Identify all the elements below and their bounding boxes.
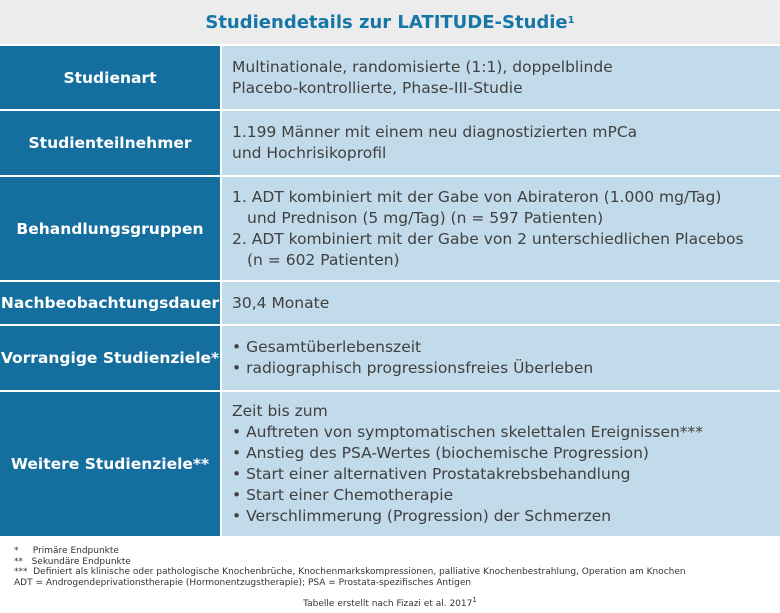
study-details-table bbox=[0, 46, 780, 538]
row-label: Nachbeobachtungsdauer bbox=[0, 282, 220, 324]
row-label: Weitere Studienziele** bbox=[0, 392, 220, 536]
footnote: ** Sekundäre Endpunkte bbox=[14, 556, 131, 567]
footnote: * Primäre Endpunkte bbox=[14, 546, 119, 556]
value-line: und Prednison (5 mg/Tag) (n = 597 Patienten) bbox=[247, 208, 604, 227]
row-label: Studienart bbox=[0, 46, 220, 109]
row-value bbox=[222, 392, 780, 536]
title-superscript: 1 bbox=[567, 14, 575, 26]
table-row bbox=[0, 326, 780, 390]
row-value bbox=[222, 282, 780, 324]
source-text: Tabelle erstellt nach Fizazi et al. 2017 bbox=[303, 599, 473, 609]
row-label: Vorrangige Studienziele* bbox=[0, 326, 220, 390]
row-value bbox=[222, 326, 780, 390]
value-line: 2. ADT kombiniert mit der Gabe von 2 unterschiedlichen Placebos bbox=[232, 229, 744, 248]
value-line: • Start einer alternativen Prostatakrebsbehandlung bbox=[232, 465, 631, 483]
value-line: und Hochrisikoprofil bbox=[232, 144, 387, 162]
table-row bbox=[0, 111, 780, 175]
value-line: • Gesamtüberlebenszeit bbox=[232, 338, 422, 356]
table-row bbox=[0, 392, 780, 536]
value-line: 30,4 Monate bbox=[232, 293, 330, 312]
value-line: Multinationale, randomisierte (1:1), doppelblinde bbox=[232, 57, 613, 76]
row-value bbox=[222, 177, 780, 280]
value-line: Zeit bis zum bbox=[232, 402, 328, 420]
table-row bbox=[0, 282, 780, 324]
row-value bbox=[222, 46, 780, 109]
source-note bbox=[0, 596, 780, 609]
row-label: Behandlungsgruppen bbox=[0, 177, 220, 280]
table-title bbox=[0, 0, 780, 46]
value-line: • Auftreten von symptomatischen skelettalen Ereignissen*** bbox=[232, 423, 704, 441]
footnote: *** Definiert als klinische oder pathologische Knochenbrüche, Knochenmarkskompressionen, palliative Knochenbestrahlung, Operation am Knochen bbox=[14, 567, 686, 577]
value-line: • Anstieg des PSA-Wertes (biochemische Progression) bbox=[232, 444, 649, 462]
row-label: Studienteilnehmer bbox=[0, 111, 220, 175]
footnote: ADT = Androgendeprivationstherapie (Hormonentzugstherapie); PSA = Prostata-spezifisches Antigen bbox=[14, 577, 472, 588]
value-line: 1. ADT kombiniert mit der Gabe von Abirateron (1.000 mg/Tag) bbox=[232, 187, 722, 206]
value-line: Placebo-kontrollierte, Phase-III-Studie bbox=[232, 78, 523, 97]
table-row bbox=[0, 177, 780, 280]
value-line: 1.199 Männer mit einem neu diagnostizierten mPCa bbox=[232, 123, 638, 141]
footnotes bbox=[14, 546, 774, 588]
table-title-text: Studiendetails zur LATITUDE-Studie bbox=[205, 11, 568, 33]
value-line: • radiographisch progressionsfreies Überleben bbox=[232, 359, 594, 377]
value-line: • Verschlimmerung (Progression) der Schmerzen bbox=[232, 507, 612, 525]
table-row bbox=[0, 46, 780, 109]
value-line: (n = 602 Patienten) bbox=[247, 250, 400, 269]
source-superscript: 1 bbox=[472, 596, 477, 604]
row-value bbox=[222, 111, 780, 175]
value-line: • Start einer Chemotherapie bbox=[232, 486, 454, 504]
